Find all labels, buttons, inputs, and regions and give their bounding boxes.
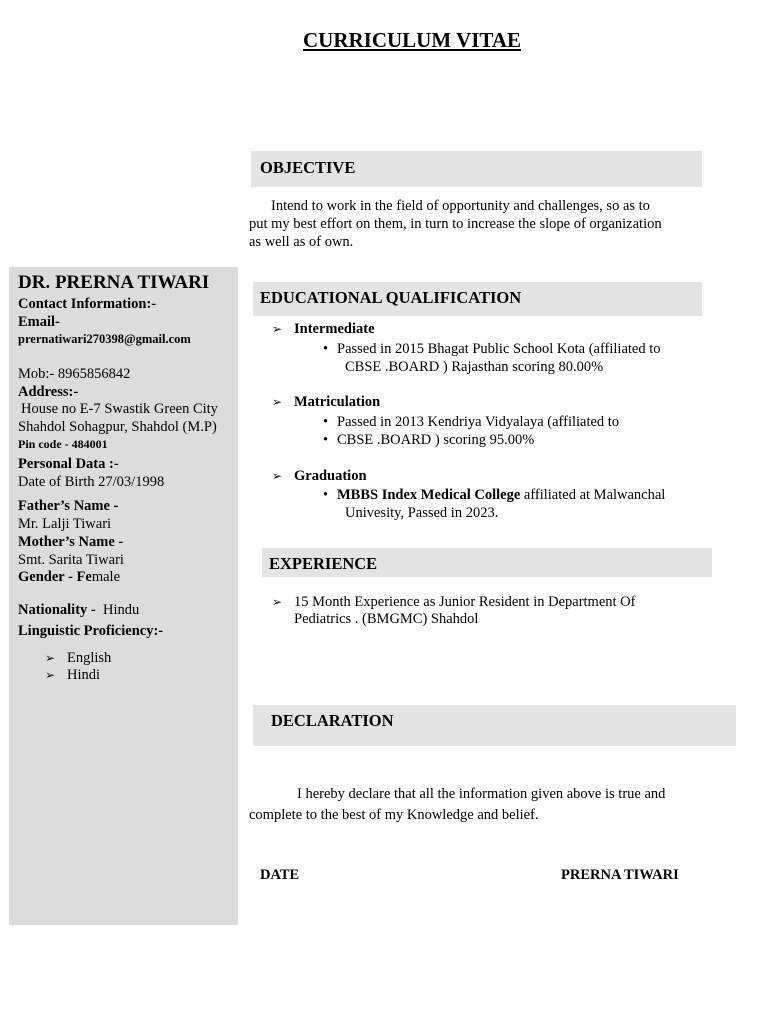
email-value: prernatiwari270398@gmail.com	[18, 332, 191, 346]
objective-text-line-2: put my best effort on them, in turn to increase the slope of organization	[249, 216, 662, 232]
contact-heading: Contact Information:-	[18, 296, 157, 312]
education-heading: EDUCATIONAL QUALIFICATION	[260, 288, 522, 307]
bullet-icon: •	[323, 432, 329, 448]
nationality-label: Nationality -	[18, 602, 96, 618]
nationality-value: Hindu	[102, 602, 140, 618]
arrow-bullet-icon: ➢	[272, 595, 283, 609]
experience-heading: EXPERIENCE	[269, 554, 378, 573]
experience-detail: Pediatrics . (BMGMC) Shahdol	[294, 611, 479, 627]
email-label: Email-	[18, 314, 60, 330]
objective-text-line-1: Intend to work in the field of opportunity and challenges, so as to	[271, 198, 650, 214]
bullet-icon: •	[323, 341, 329, 357]
education-item-intermediate: ➢ Intermediate	[272, 321, 375, 337]
education-detail: Univesity, Passed in 2023.	[345, 505, 499, 521]
declaration-text-line-1: I hereby declare that all the information given above is true and	[297, 786, 666, 802]
education-detail: • MBBS Index Medical College affiliated at Malwanchal	[323, 487, 666, 503]
mother-name: Smt. Sarita Tiwari	[18, 552, 124, 568]
declaration-text-line-2: complete to the best of my Knowledge and belief.	[249, 807, 539, 823]
education-item-graduation: ➢ Graduation	[272, 468, 367, 484]
gender-row	[18, 569, 120, 586]
mother-name-label: Mother’s Name -	[18, 534, 124, 550]
education-detail: CBSE .BOARD ) Rajasthan scoring 80.00%	[345, 359, 604, 375]
education-detail: • Passed in 2013 Kendriya Vidyalaya (affiliated to	[323, 414, 620, 430]
signature-name: PRERNA TIWARI	[561, 867, 679, 883]
pin-code: Pin code - 484001	[18, 437, 108, 451]
declaration-heading: DECLARATION	[271, 711, 394, 730]
address-label: Address:-	[18, 384, 79, 400]
experience-item: ➢ 15 Month Experience as Junior Resident in Department Of	[272, 594, 636, 610]
bullet-icon: •	[323, 487, 329, 503]
language-item: ➢ Hindi	[45, 667, 101, 683]
personal-data-label: Personal Data :-	[18, 456, 119, 472]
objective-heading: OBJECTIVE	[260, 158, 356, 177]
arrow-bullet-icon: ➢	[45, 651, 56, 665]
date-label: DATE	[260, 867, 300, 883]
date-of-birth: Date of Birth 27/03/1998	[18, 474, 165, 490]
mobile-value: Mob:- 8965856842	[18, 366, 131, 382]
document-title: CURRICULUM VITAE	[303, 28, 521, 52]
language-item: ➢ English	[45, 650, 112, 666]
father-name: Mr. Lalji Tiwari	[18, 516, 112, 532]
linguistic-label: Linguistic Proficiency:-	[18, 623, 164, 639]
arrow-bullet-icon: ➢	[272, 322, 283, 336]
arrow-bullet-icon: ➢	[45, 668, 56, 682]
education-item-matriculation: ➢ Matriculation	[272, 394, 381, 410]
education-detail: • CBSE .BOARD ) scoring 95.00%	[323, 432, 535, 448]
gender-label: Gender - Fe	[18, 569, 92, 585]
arrow-bullet-icon: ➢	[272, 469, 283, 483]
address-line-2: Shahdol Sohagpur, Shahdol (M.P)	[18, 419, 217, 435]
gender-value: male	[91, 569, 121, 585]
nationality-row	[18, 602, 139, 619]
education-detail: • Passed in 2015 Bhagat Public School Kota (affiliated to	[323, 341, 661, 357]
candidate-name: DR. PRERNA TIWARI	[18, 272, 210, 293]
father-name-label: Father’s Name -	[18, 498, 119, 514]
bullet-icon: •	[323, 414, 329, 430]
address-line-1: House no E-7 Swastik Green City	[21, 401, 218, 417]
objective-text-line-3: as well as of own.	[249, 234, 354, 250]
arrow-bullet-icon: ➢	[272, 395, 283, 409]
